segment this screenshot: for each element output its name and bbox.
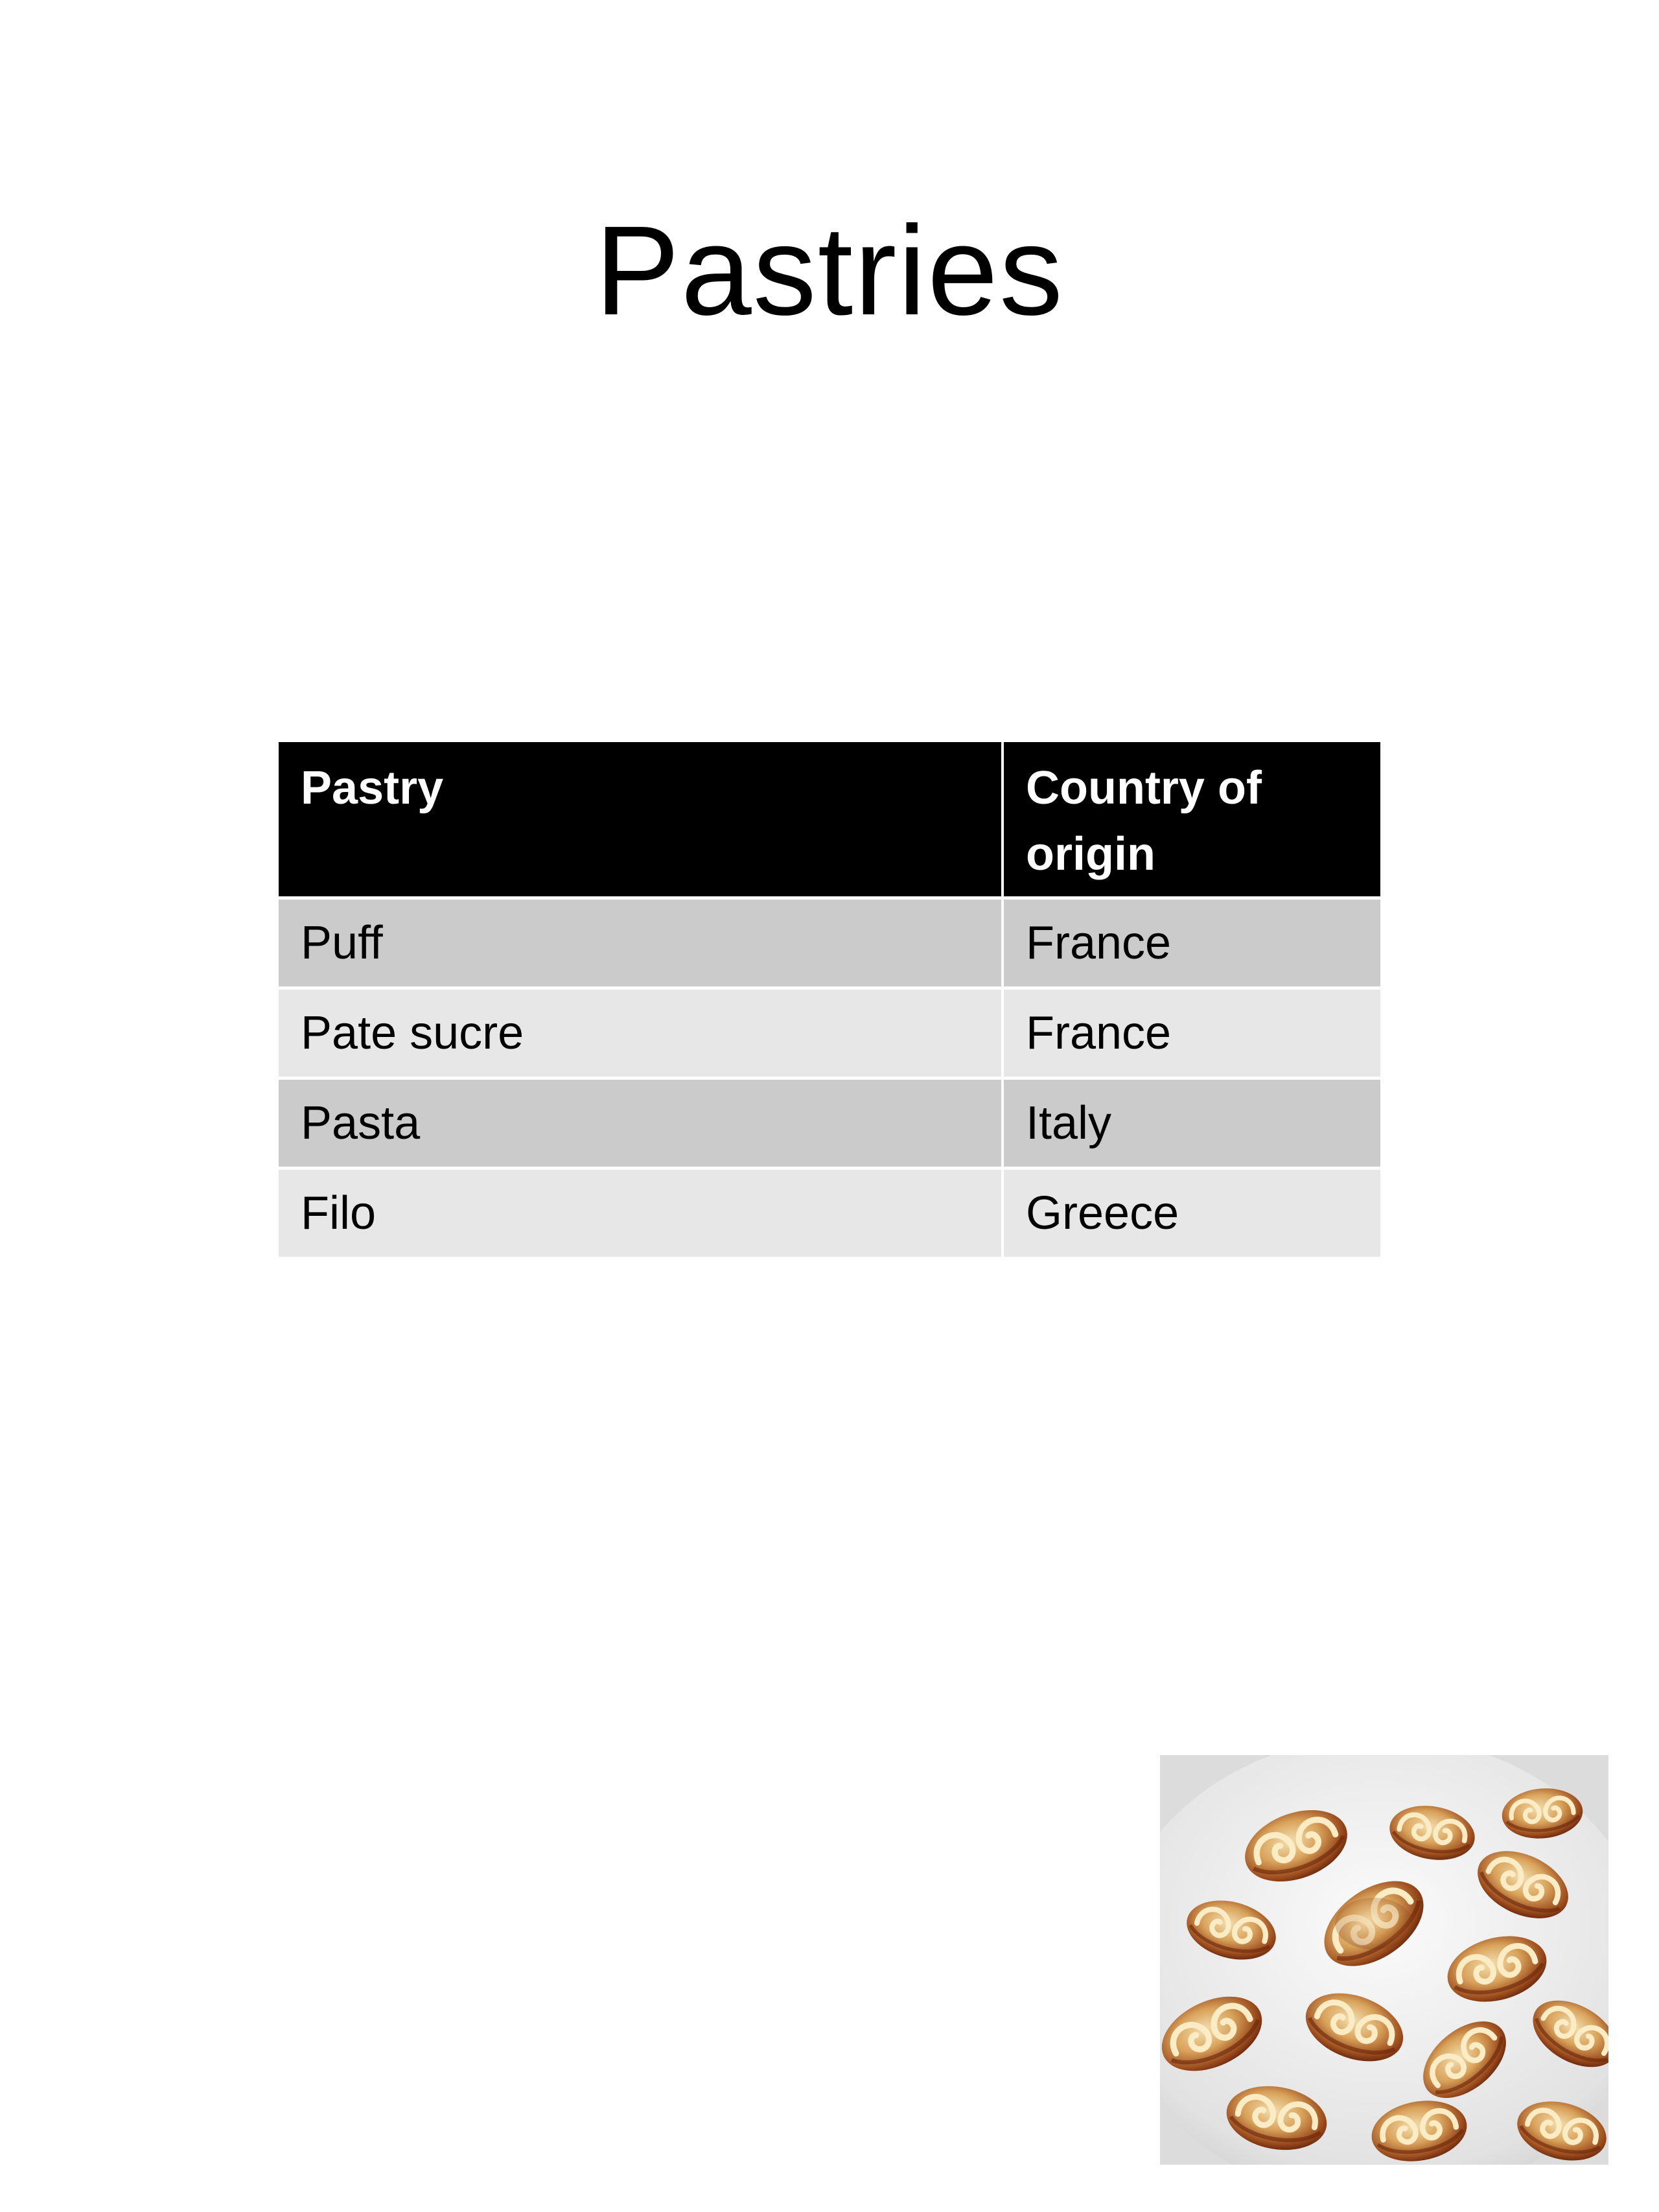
cell-pastry: Puff bbox=[279, 900, 1001, 986]
cell-country: Italy bbox=[1004, 1080, 1380, 1167]
cell-country: Greece bbox=[1004, 1170, 1380, 1257]
cell-country: France bbox=[1004, 990, 1380, 1077]
pastry-table bbox=[276, 739, 1383, 1260]
cell-country: France bbox=[1004, 900, 1380, 986]
header-country-of-origin: Country of origin bbox=[1004, 742, 1380, 896]
palmier-pastries-photo bbox=[1160, 1755, 1608, 2165]
cell-pastry: Pate sucre bbox=[279, 990, 1001, 1077]
cell-pastry: Pasta bbox=[279, 1080, 1001, 1167]
slide-title: Pastries bbox=[594, 200, 1064, 342]
table-row bbox=[279, 1080, 1380, 1167]
table-row bbox=[279, 1170, 1380, 1257]
table-header-row bbox=[279, 742, 1380, 896]
table-row bbox=[279, 900, 1380, 986]
cell-pastry: Filo bbox=[279, 1170, 1001, 1257]
table-row bbox=[279, 990, 1380, 1077]
header-pastry: Pastry bbox=[279, 742, 1001, 896]
